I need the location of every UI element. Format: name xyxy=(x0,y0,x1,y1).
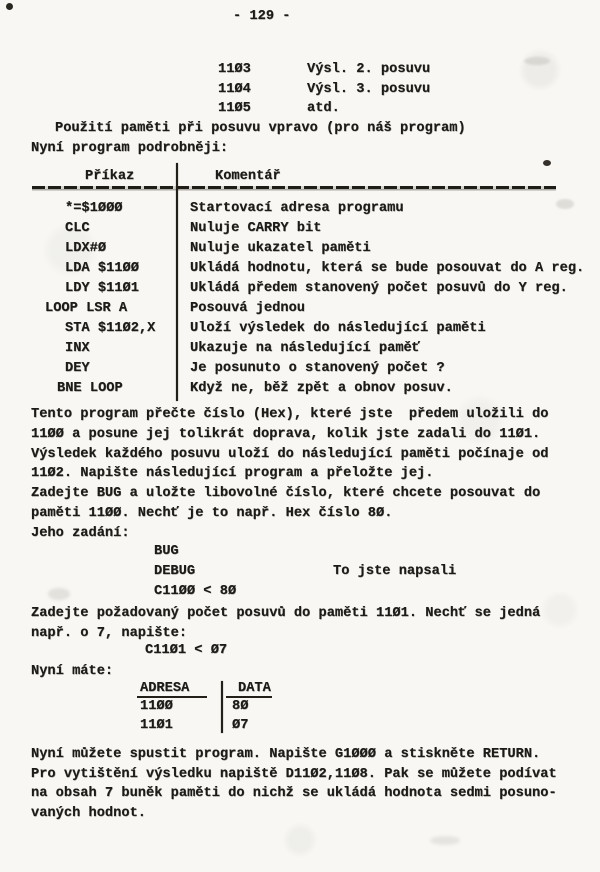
paragraph-line: Zadejte BUG a uložte libovolné číslo, které chcete posouvat do xyxy=(31,486,541,502)
instruction: BNE LOOP xyxy=(57,381,123,396)
program-table-row xyxy=(0,301,600,321)
result-table-header-data: DATA xyxy=(238,681,271,696)
page-number: - 129 - xyxy=(233,9,291,24)
console-entry-c1100: C11ØØ < 8Ø xyxy=(154,584,237,599)
program-table-row xyxy=(0,221,600,241)
program-table-row xyxy=(0,321,600,341)
scan-artifact xyxy=(543,160,551,166)
instruction-comment: Je posunuto o stanovený počet ? xyxy=(190,361,445,376)
result-table-row xyxy=(140,699,340,718)
result-data: Ø7 xyxy=(232,717,249,733)
memory-address: 11Ø4 xyxy=(218,81,251,97)
memory-listing-caption: Použití paměti při posuvu vpravo (pro náš program) xyxy=(55,121,466,136)
program-table-body xyxy=(0,201,600,401)
program-table-row xyxy=(0,381,600,401)
instruction-comment: Ukládá hodnotu, která se bude posouvat do A reg. xyxy=(190,261,585,276)
instruction: LDA $11ØØ xyxy=(65,261,139,276)
paragraph-line: vaných hodnot. xyxy=(31,805,146,821)
program-table-row xyxy=(0,201,600,221)
paragraph-line: Jeho zadání: xyxy=(31,525,130,541)
result-table-intro: Nyní máte: xyxy=(31,664,114,679)
scan-artifact xyxy=(6,3,13,10)
instruction-comment: Nuluje CARRY bit xyxy=(190,221,322,236)
memory-description: Výsl. 3. posuvu xyxy=(307,81,431,97)
memory-listing-row xyxy=(218,101,558,121)
console-entry-debug: DEBUG xyxy=(154,564,196,579)
paragraph-line: Tento program přečte číslo (Hex), které jste předem uložili do xyxy=(31,407,549,422)
console-entry-note: To jste napsali xyxy=(333,564,457,579)
instruction-comment: Posouvá jednou xyxy=(190,301,305,316)
memory-address: 11Ø5 xyxy=(218,101,251,116)
program-table-row xyxy=(0,341,600,361)
instruction-comment: Nuluje ukazatel paměti xyxy=(190,241,371,256)
console-entry-c1101: C11Ø1 < Ø7 xyxy=(145,643,228,658)
console-entry-bug: BUG xyxy=(154,544,179,559)
memory-listing-row xyxy=(218,62,558,82)
program-table-row xyxy=(0,261,600,281)
instruction-comment: Startovací adresa programu xyxy=(190,201,404,216)
program-table-header-command: Příkaz xyxy=(85,169,135,184)
memory-address: 11Ø3 xyxy=(218,62,251,77)
result-address: 11Ø1 xyxy=(140,717,173,733)
table-header-rule xyxy=(32,186,556,189)
instruction: INX xyxy=(65,341,90,356)
paragraph-line: 11Ø2. Napište následující program a přeložte jej. xyxy=(31,466,434,482)
paragraph-line: Zadejte požadovaný počet posuvů do paměti 11Ø1. Nechť se jedná xyxy=(31,606,541,621)
section-intro: Nyní program podrobněji: xyxy=(31,141,229,156)
result-address: 11ØØ xyxy=(140,699,173,714)
result-table-body xyxy=(140,699,340,736)
paragraph-run-instructions xyxy=(31,747,557,825)
instruction: LOOP LSR A xyxy=(45,301,128,316)
instruction: DEY xyxy=(65,361,90,376)
paragraph-line: Pro vytištění výsledku napiště D11Ø2,11Ø8. Pak se můžete podívat xyxy=(31,766,557,782)
paragraph-line: 11ØØ a posune jej tolikrát doprava, kolik jste zadali do 11Ø1. xyxy=(31,426,541,442)
result-data: 8Ø xyxy=(232,699,249,714)
program-table-row xyxy=(0,361,600,381)
instruction-comment: Ukazuje na následující paměť xyxy=(190,341,420,356)
instruction-comment: Ukládá předem stanovený počet posuvů do Y reg. xyxy=(190,281,568,296)
result-table-header-address: ADRESA xyxy=(140,681,190,696)
instruction: *=$1ØØØ xyxy=(65,201,123,216)
memory-listing xyxy=(218,62,558,121)
paragraph-line: paměti 11ØØ. Nechť je to např. Hex číslo 8Ø. xyxy=(31,505,393,521)
result-table-row xyxy=(140,718,340,737)
memory-listing-row xyxy=(218,82,558,102)
scan-artifact xyxy=(48,588,70,600)
instruction: LDX#Ø xyxy=(65,241,107,256)
paragraph-shift-count xyxy=(31,606,540,646)
paragraph-line: Výsledek každého posuvu uloží do následující paměti počínaje od xyxy=(31,446,549,462)
result-table-underline-address xyxy=(137,696,207,698)
paragraph-line: Nyní můžete spustit program. Napište G1ØØØ a stiskněte RETURN. xyxy=(31,747,541,762)
paragraph-program-description xyxy=(31,407,548,546)
paragraph-line: např. o 7, napište: xyxy=(31,625,188,641)
result-table-underline-data xyxy=(226,696,272,698)
paragraph-line: na obsah 7 buněk paměti do nichž se ukládá hodnota sedmi posuno- xyxy=(31,786,557,802)
program-table-row xyxy=(0,241,600,261)
memory-description: Výsl. 2. posuvu xyxy=(307,62,431,77)
program-table-header-comment: Komentář xyxy=(215,169,281,184)
memory-description: atd. xyxy=(307,101,340,116)
scan-artifact xyxy=(430,836,460,845)
instruction-comment: Uloží výsledek do následující paměti xyxy=(190,321,486,336)
instruction: CLC xyxy=(65,221,90,236)
instruction-comment: Když ne, běž zpět a obnov posuv. xyxy=(190,381,453,396)
program-table-row xyxy=(0,281,600,301)
instruction: STA $11Ø2,X xyxy=(65,321,156,336)
instruction: LDY $11Ø1 xyxy=(65,281,139,296)
